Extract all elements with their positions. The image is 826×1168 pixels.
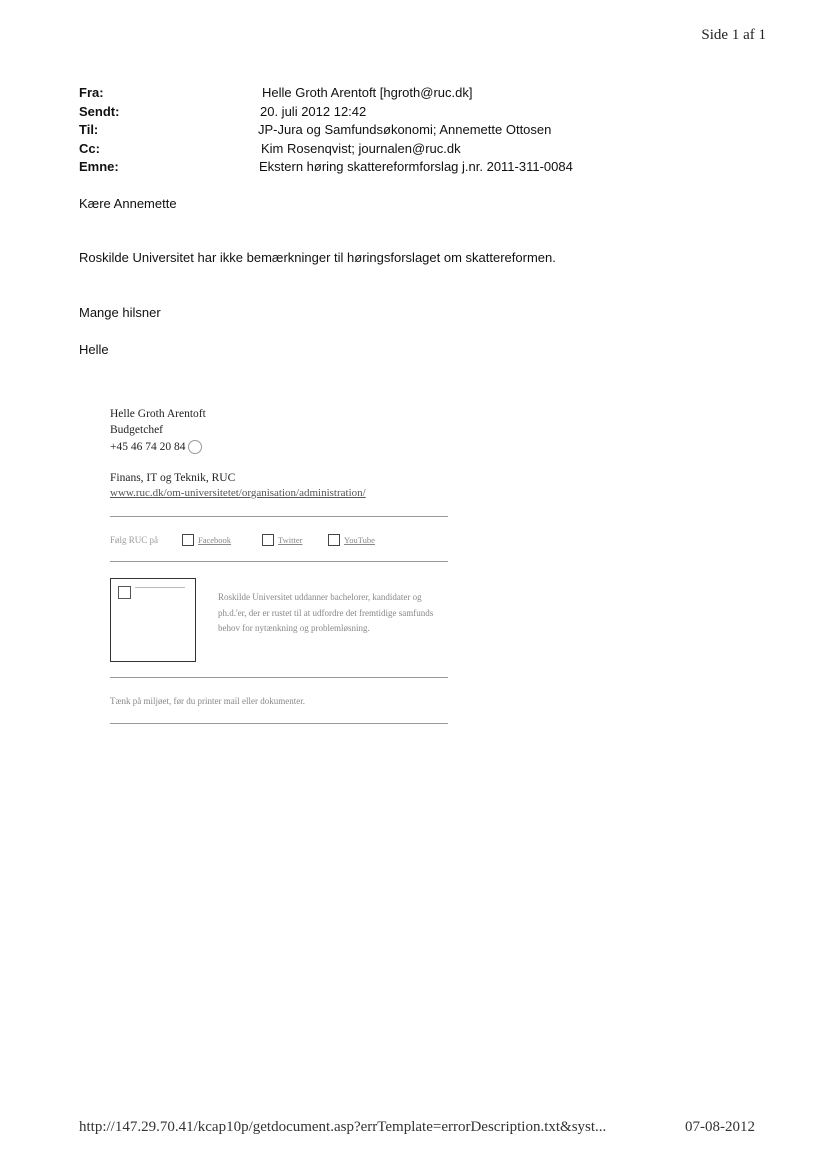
signature-title: Budgetchef — [110, 424, 164, 436]
divider — [110, 516, 448, 517]
greeting: Kære Annemette — [79, 196, 177, 211]
divider — [110, 723, 448, 724]
closing: Mange hilsner — [79, 305, 161, 320]
divider — [110, 677, 448, 678]
from-value: Helle Groth Arentoft [hgroth@ruc.dk] — [262, 85, 473, 100]
follow-label: Følg RUC på — [110, 535, 159, 545]
signature-department: Finans, IT og Teknik, RUC — [110, 472, 236, 484]
facebook-link[interactable] — [182, 533, 231, 547]
cc-value: Kim Rosenqvist; journalen@ruc.dk — [261, 141, 461, 156]
youtube-label: YouTube — [344, 535, 375, 545]
sender-name: Helle — [79, 342, 109, 357]
signature-phone: +45 46 74 20 84 — [110, 441, 186, 453]
environment-note: Tænk på miljøet, før du printer mail eller dokumenter. — [110, 696, 305, 706]
sent-label: Sendt: — [79, 104, 120, 119]
youtube-icon — [328, 534, 340, 546]
facebook-label: Facebook — [198, 535, 232, 545]
youtube-link[interactable] — [328, 533, 375, 547]
footer-date: 07-08-2012 — [685, 1119, 755, 1135]
footer-url: http://147.29.70.41/kcap10p/getdocument.asp?errTemplate=errorDescription.txt&syst... — [79, 1119, 607, 1135]
cc-label: Cc: — [79, 141, 100, 156]
signature-link[interactable]: www.ruc.dk/om-universitetet/organisation/administration/ — [110, 487, 366, 499]
divider — [110, 561, 448, 562]
twitter-icon — [262, 534, 274, 546]
message: Roskilde Universitet har ikke bemærkninger til høringsforslaget om skattereformen. — [79, 250, 556, 265]
from-label: Fra: — [79, 85, 104, 100]
page-counter: Side 1 af 1 — [701, 27, 766, 43]
subject-value: Ekstern høring skattereformforslag j.nr. 2011-311-0084 — [259, 159, 573, 174]
facebook-icon — [182, 534, 194, 546]
subject-label: Emne: — [79, 159, 119, 174]
broken-image-icon — [110, 578, 196, 662]
to-value: JP-Jura og Samfundsøkonomi; Annemette Ottosen — [258, 122, 552, 137]
to-label: Til: — [79, 122, 99, 137]
follow-row — [110, 533, 450, 549]
phone-icon — [188, 440, 202, 454]
signature-phone-row — [110, 440, 202, 454]
twitter-label: Twitter — [278, 535, 303, 545]
signature-name: Helle Groth Arentoft — [110, 408, 206, 420]
twitter-link[interactable] — [262, 533, 302, 547]
sent-value: 20. juli 2012 12:42 — [260, 104, 367, 119]
ruc-blurb: Roskilde Universitet uddanner bachelorer, kandidater og ph.d.'er, der er rustet til at udfordre det fremtidige samfunds behov for nytænkning og problemløsning. — [218, 592, 434, 633]
